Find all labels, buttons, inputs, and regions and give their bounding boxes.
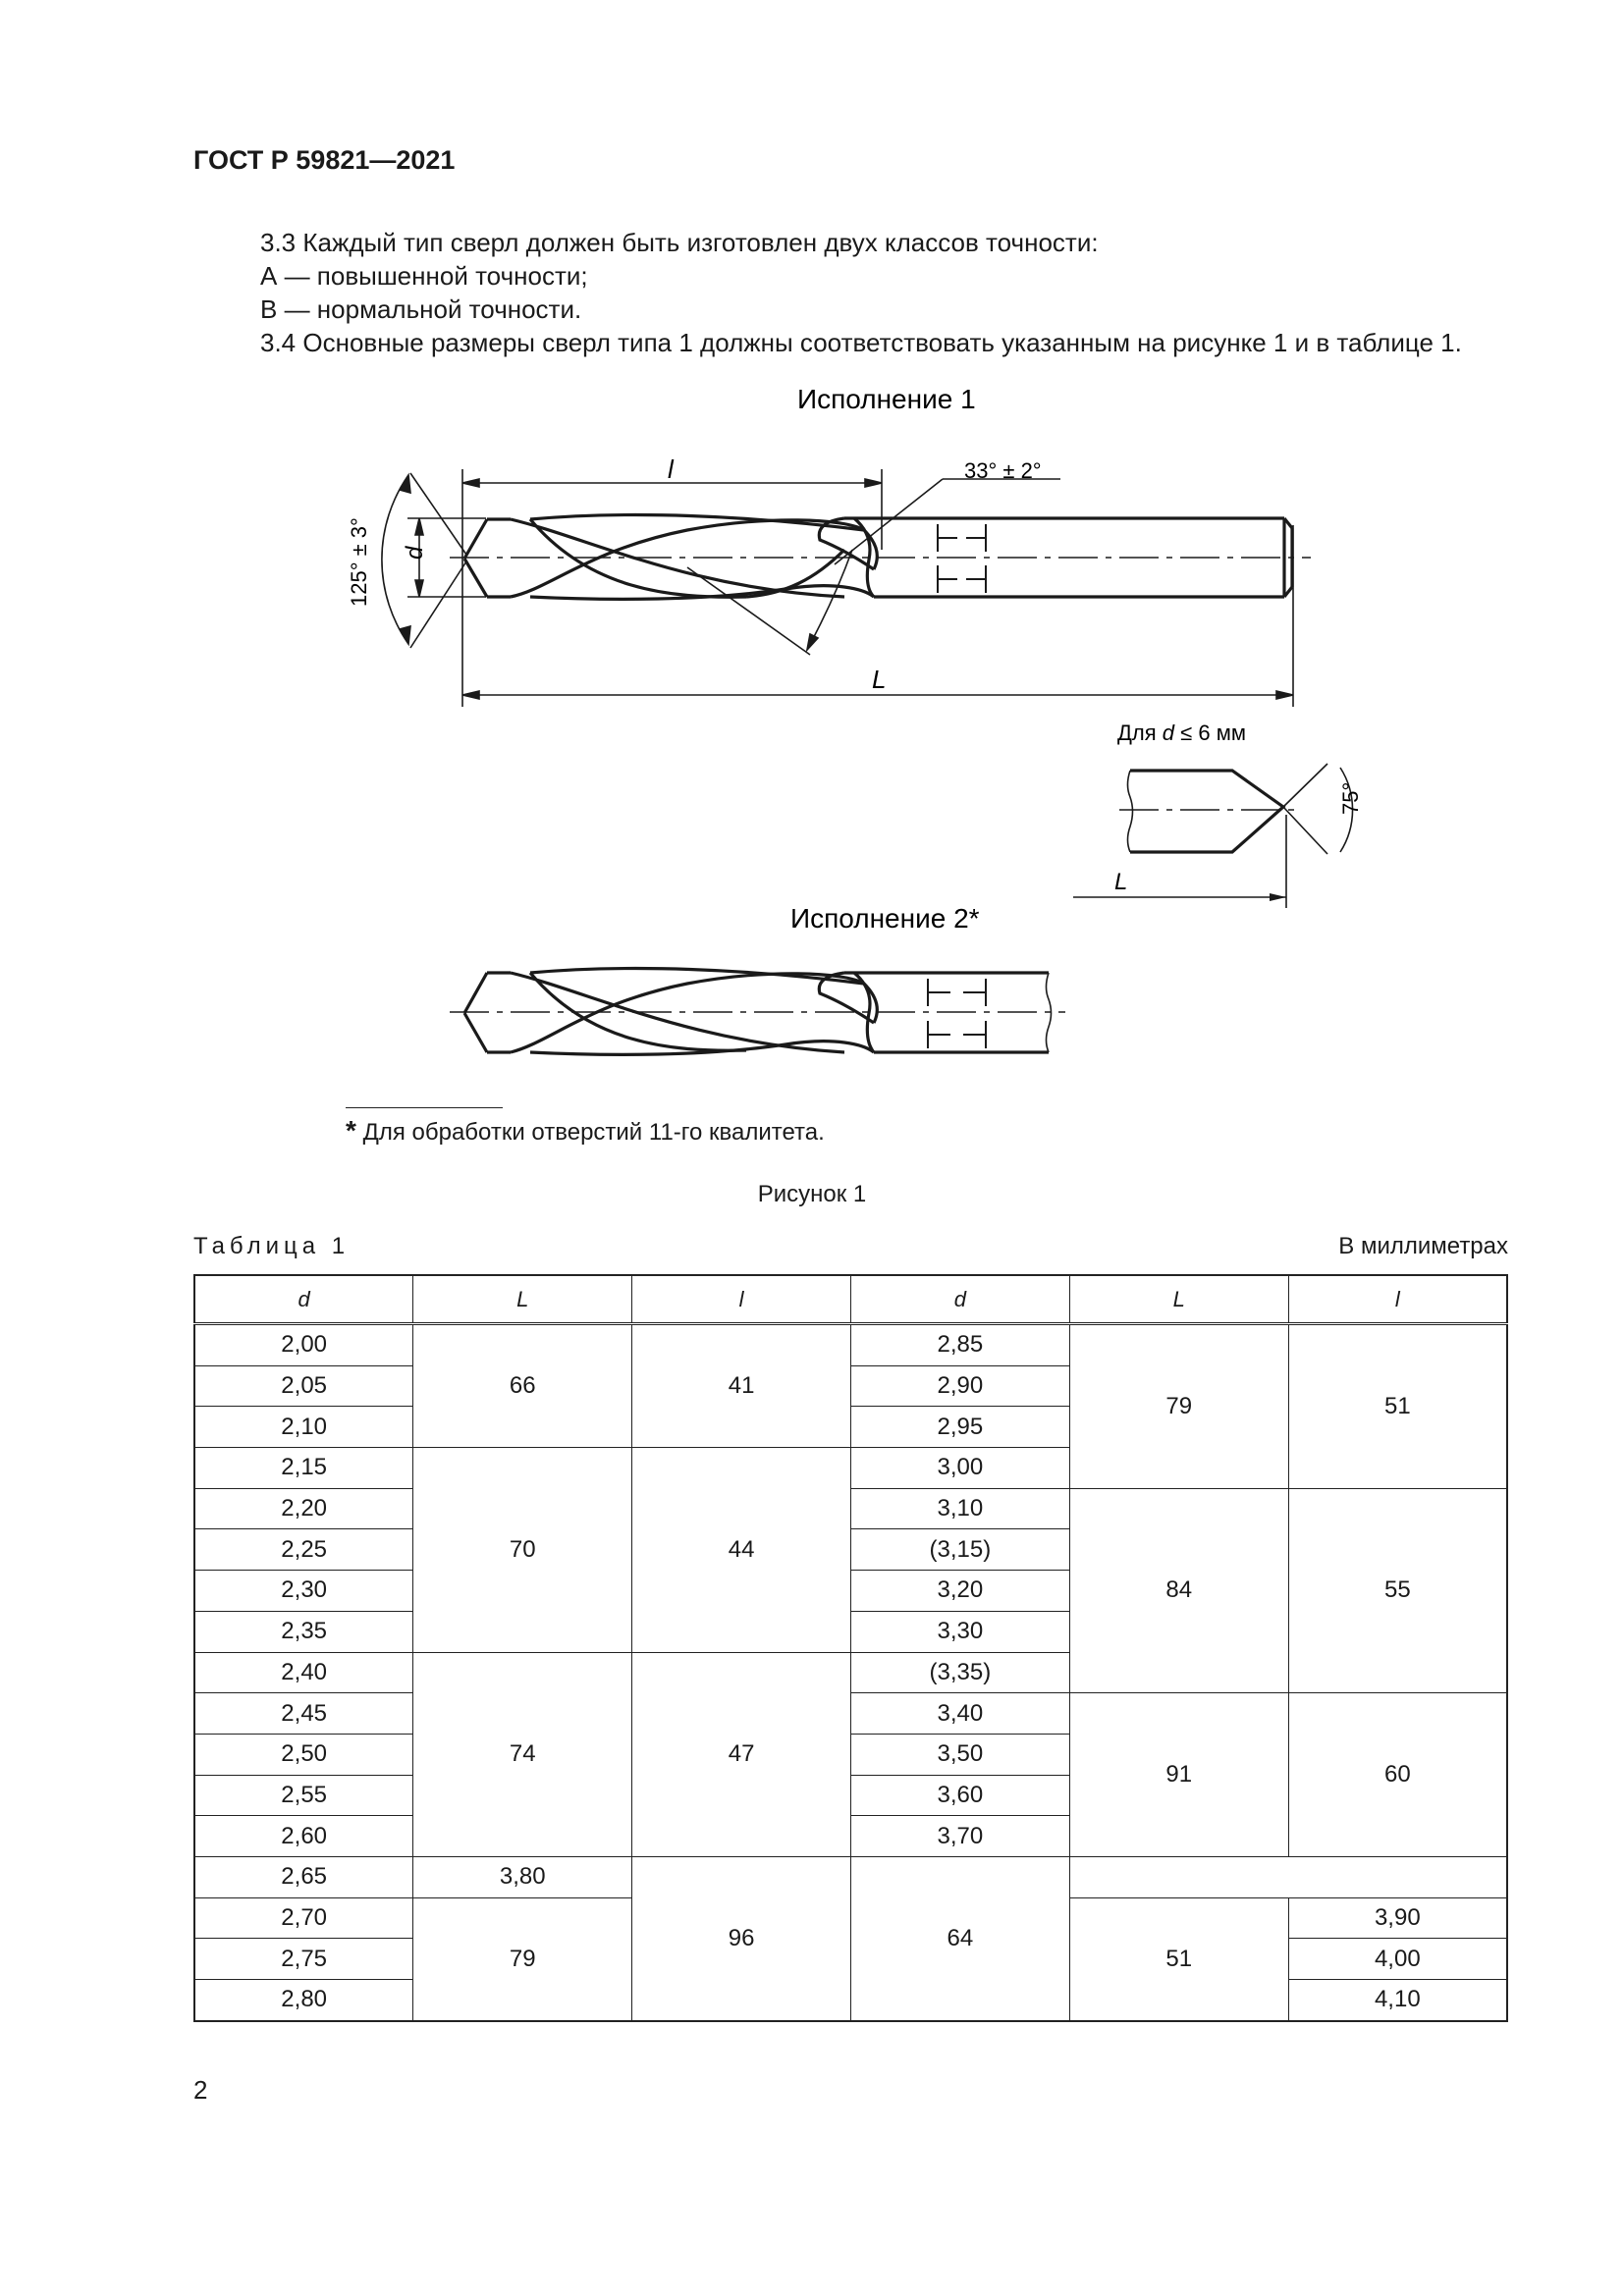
cell-d: 4,00 <box>1288 1939 1507 1980</box>
table-label: Таблица 1 <box>193 1233 351 1259</box>
dimensions-variant1 <box>382 469 1293 707</box>
cell-d: 2,55 <box>194 1775 413 1816</box>
footnote <box>346 1115 825 1147</box>
cell-d: 3,80 <box>413 1856 632 1897</box>
cell-d: 2,15 <box>194 1448 413 1489</box>
angle-helix-label: 33° ± 2° <box>964 458 1042 483</box>
cell-d: 4,10 <box>1288 1980 1507 2021</box>
cell-d: (3,35) <box>850 1652 1069 1693</box>
angle-tip-label: 125° ± 3° <box>347 517 371 607</box>
paragraph-3-3: 3.3 Каждый тип сверл должен быть изготовлен двух классов точности: <box>260 228 1099 257</box>
footnote-mark: * <box>346 1115 356 1146</box>
cell-d: (3,15) <box>850 1529 1069 1571</box>
angle-detail-label: 75° <box>1338 781 1363 815</box>
detail-note: Для d ≤ 6 мм <box>1117 721 1246 745</box>
cell-d: 2,80 <box>194 1980 413 2021</box>
cell-d: 2,85 <box>850 1324 1069 1366</box>
page-number: 2 <box>193 2075 208 2105</box>
cell-l: 47 <box>632 1652 851 1856</box>
cell-L: 79 <box>1069 1324 1288 1489</box>
cell-L: 91 <box>1069 1693 1288 1857</box>
cell-d: 2,05 <box>194 1365 413 1407</box>
detail-dim-L-label: L <box>1114 869 1128 895</box>
figure-caption: Рисунок 1 <box>757 1181 867 1207</box>
variant1-title: Исполнение 1 <box>797 384 976 414</box>
cell-d: 2,65 <box>194 1856 413 1897</box>
paragraph-class-b: В — нормальной точности. <box>260 294 582 324</box>
cell-L: 84 <box>1069 1488 1288 1692</box>
cell-d: 2,40 <box>194 1652 413 1693</box>
cell-l: 60 <box>1288 1693 1507 1857</box>
cell-L: 70 <box>413 1448 632 1652</box>
cell-d: 3,50 <box>850 1734 1069 1775</box>
cell-d: 3,00 <box>850 1448 1069 1489</box>
cell-d: 2,20 <box>194 1488 413 1529</box>
cell-l: 64 <box>850 1856 1069 2020</box>
dimensions-table <box>193 1274 1508 2022</box>
table-header-row <box>194 1275 1507 1324</box>
cell-d: 2,10 <box>194 1407 413 1448</box>
header-l-left: l <box>632 1275 851 1324</box>
cell-L: 66 <box>413 1324 632 1448</box>
cell-d: 3,10 <box>850 1488 1069 1529</box>
cell-d: 3,70 <box>850 1816 1069 1857</box>
table-row <box>194 1324 1507 1366</box>
cell-l: 51 <box>1288 1324 1507 1489</box>
header-l-right: l <box>1288 1275 1507 1324</box>
cell-d: 2,60 <box>194 1816 413 1857</box>
variant2-title: Исполнение 2* <box>790 903 980 934</box>
table-row <box>194 1488 1507 1529</box>
table-unit: В миллиметрах <box>1338 1233 1508 1259</box>
cell-l: 51 <box>1069 1897 1288 2021</box>
document-header: ГОСТ Р 59821—2021 <box>193 145 456 175</box>
cell-d: 2,75 <box>194 1939 413 1980</box>
header-d-left: d <box>194 1275 413 1324</box>
dim-d-label: d <box>402 546 428 560</box>
cell-L: 74 <box>413 1652 632 1856</box>
cell-d: 2,50 <box>194 1734 413 1775</box>
cell-d: 2,90 <box>850 1365 1069 1407</box>
cell-l: 55 <box>1288 1488 1507 1692</box>
cell-l: 44 <box>632 1448 851 1652</box>
cell-d: 3,60 <box>850 1775 1069 1816</box>
cell-l: 41 <box>632 1324 851 1448</box>
cell-d: 2,45 <box>194 1693 413 1735</box>
cell-d: 2,70 <box>194 1897 413 1939</box>
paragraph-class-a: А — повышенной точности; <box>260 261 588 291</box>
table-row <box>194 1856 1507 1897</box>
cell-d: 3,40 <box>850 1693 1069 1735</box>
cell-d: 2,25 <box>194 1529 413 1571</box>
cell-d: 2,00 <box>194 1324 413 1366</box>
header-L-right: L <box>1069 1275 1288 1324</box>
cell-L: 96 <box>632 1856 851 2020</box>
paragraph-3-4: 3.4 Основные размеры сверл типа 1 должны соответствовать указанным на рисунке 1 и в таблице 1. <box>260 328 1462 357</box>
footnote-separator <box>346 1107 503 1108</box>
cell-d: 3,90 <box>1288 1897 1507 1939</box>
cell-d: 2,30 <box>194 1571 413 1612</box>
table-row <box>194 1693 1507 1735</box>
dim-L-label: L <box>872 665 887 694</box>
dim-l-label: l <box>668 454 674 484</box>
cell-d: 2,35 <box>194 1611 413 1652</box>
cell-d: 2,95 <box>850 1407 1069 1448</box>
cell-d: 3,20 <box>850 1571 1069 1612</box>
cell-L: 79 <box>413 1897 632 2021</box>
footnote-text: Для обработки отверстий 11-го квалитета. <box>362 1119 825 1146</box>
cell-d: 3,30 <box>850 1611 1069 1652</box>
header-L-left: L <box>413 1275 632 1324</box>
header-d-right: d <box>850 1275 1069 1324</box>
